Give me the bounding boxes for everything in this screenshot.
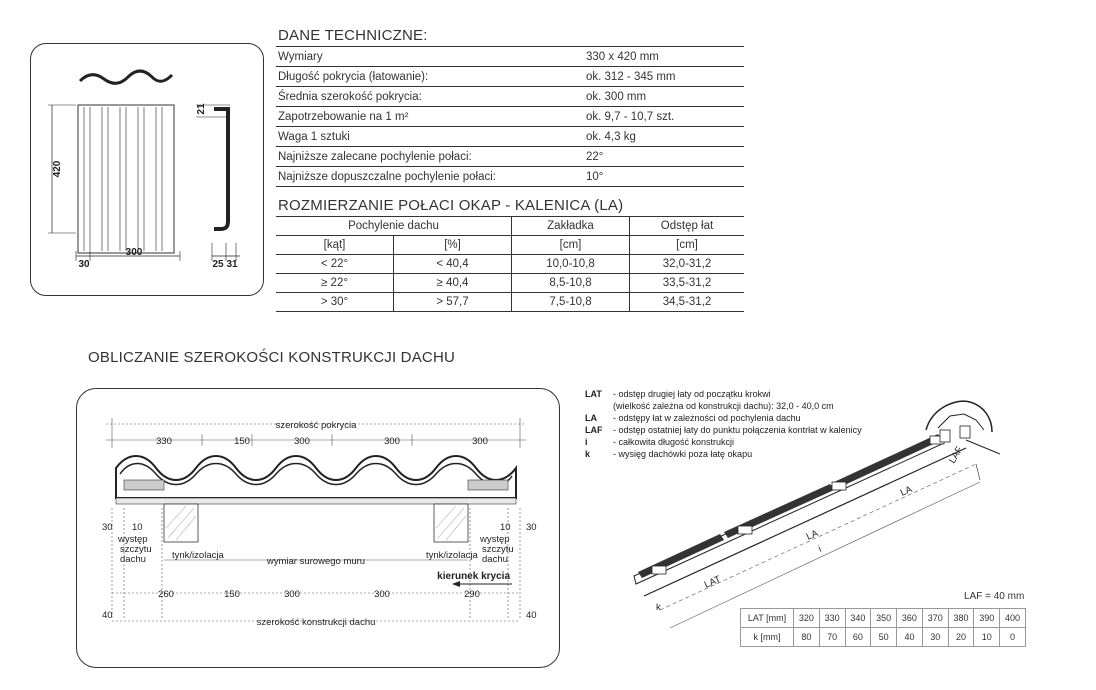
- direction-label: kierunek krycia: [437, 571, 510, 582]
- bottom-dim-4: 300: [374, 589, 390, 600]
- right-10: 10: [500, 522, 511, 533]
- table-row: [276, 127, 744, 147]
- la-unit: [%]: [394, 236, 512, 255]
- bottom-dim-1: 260: [158, 589, 174, 600]
- lat-cell: 340: [845, 609, 871, 628]
- la-cell: ≥ 22°: [276, 274, 394, 293]
- legend-key: i: [585, 437, 588, 447]
- table-row: [276, 87, 744, 107]
- tech-title: DANE TECHNICZNE:: [278, 27, 428, 44]
- legend-text: - całkowita długość konstrukcji: [613, 437, 735, 447]
- table-row: [276, 67, 744, 87]
- bottom-dim-5: 290: [464, 589, 480, 600]
- la-cell: 8,5-10,8: [512, 274, 630, 293]
- la-cell: 7,5-10,8: [512, 293, 630, 312]
- construction-width-label: szerokość konstrukcji dachu: [256, 617, 376, 628]
- left-10: 10: [132, 522, 143, 533]
- la-cell: 33,5-31,2: [630, 274, 745, 293]
- la-header-batten: Odstęp łat: [630, 217, 745, 236]
- roof-label-la1: LA: [804, 527, 820, 543]
- la-cell: 32,0-31,2: [630, 255, 745, 274]
- lat-cell: 330: [819, 609, 845, 628]
- table-row: [276, 147, 744, 167]
- table-row: [276, 255, 744, 274]
- tile-left-offset-label: 30: [78, 259, 90, 270]
- spec-label: Najniższe dopuszczalne pochylenie połaci:: [276, 167, 584, 187]
- spec-label: Wymiary: [276, 47, 584, 67]
- roof-label-lat: LAT: [702, 573, 723, 591]
- la-header-slope: Pochylenie dachu: [276, 217, 512, 236]
- la-cell: > 30°: [276, 293, 394, 312]
- overhang-right-2: szczytu: [482, 544, 514, 555]
- plaster-left-label: tynk/izolacja: [172, 550, 224, 561]
- la-unit: [cm]: [512, 236, 630, 255]
- right-40: 40: [526, 610, 537, 621]
- spec-value: 22°: [584, 147, 744, 167]
- overhang-right-1: występ: [480, 534, 510, 545]
- width-diagram: [76, 388, 558, 666]
- roof-label-laf: LAF: [947, 444, 966, 466]
- legend-text: - wysięg dachówki poza łatę okapu: [613, 449, 753, 459]
- section-title: OBLICZANIE SZEROKOŚCI KONSTRUKCJI DACHU: [88, 349, 456, 366]
- spec-value: 10°: [584, 167, 744, 187]
- top-dim-5: 300: [472, 436, 488, 447]
- left-30: 30: [102, 522, 113, 533]
- top-dim-3: 300: [294, 436, 310, 447]
- legend-key: k: [585, 449, 591, 459]
- wall-label: wymiar surowego muru: [266, 556, 366, 567]
- tile-drawing: [30, 43, 262, 294]
- lat-cell: 30: [922, 628, 948, 647]
- la-table: [276, 216, 744, 312]
- tech-table: [276, 46, 744, 187]
- lat-cell: 380: [948, 609, 974, 628]
- la-unit: [kąt]: [276, 236, 394, 255]
- la-cell: ≥ 40,4: [394, 274, 512, 293]
- tile-height-label: 420: [52, 160, 63, 178]
- lat-cell: 20: [948, 628, 974, 647]
- overhang-right-3: dachu: [482, 554, 508, 565]
- legend-key: LAT: [585, 389, 602, 399]
- bottom-dim-3: 300: [284, 589, 300, 600]
- table-row: [276, 217, 744, 236]
- table-row: [276, 167, 744, 187]
- lat-cell: 390: [974, 609, 1000, 628]
- table-row: [276, 236, 744, 255]
- tile-top-right-label: 21: [196, 103, 207, 115]
- overhang-left-3: dachu: [120, 554, 146, 565]
- lat-cell: 10: [974, 628, 1000, 647]
- legend-key: LA: [585, 413, 597, 423]
- legend-text: (wielkość zależna od konstrukcji dachu): 32,0 - 40,0 cm: [613, 401, 834, 411]
- lat-cell: 350: [871, 609, 897, 628]
- lat-table: [740, 608, 1026, 647]
- spec-label: Średnia szerokość pokrycia:: [276, 87, 584, 107]
- lat-cell: 60: [845, 628, 871, 647]
- table-row: [741, 609, 1026, 628]
- tile-bottom-right-b-label: 31: [226, 259, 238, 270]
- tile-width-label: 300: [125, 247, 143, 258]
- spec-label: Zapotrzebowanie na 1 m²: [276, 107, 584, 127]
- spec-value: 330 x 420 mm: [584, 47, 744, 67]
- table-row: [276, 47, 744, 67]
- lat-cell: 320: [794, 609, 820, 628]
- la-cell: 10,0-10,8: [512, 255, 630, 274]
- la-title: ROZMIERZANIE POŁACI OKAP - KALENICA (LA): [278, 197, 624, 214]
- lat-cell: 40: [897, 628, 923, 647]
- cover-width-label: szerokość pokrycia: [275, 420, 357, 431]
- bottom-dim-2: 150: [224, 589, 240, 600]
- lat-row-label: k [mm]: [741, 628, 794, 647]
- lat-cell: 370: [922, 609, 948, 628]
- spec-label: Długość pokrycia (łatowanie):: [276, 67, 584, 87]
- la-cell: > 57,7: [394, 293, 512, 312]
- la-unit: [cm]: [630, 236, 745, 255]
- spec-value: ok. 9,7 - 10,7 szt.: [584, 107, 744, 127]
- la-header-overlap: Zakładka: [512, 217, 630, 236]
- table-row: [741, 628, 1026, 647]
- la-cell: 34,5-31,2: [630, 293, 745, 312]
- lat-cell: 80: [794, 628, 820, 647]
- spec-value: ok. 312 - 345 mm: [584, 67, 744, 87]
- top-dim-1: 330: [156, 436, 172, 447]
- overhang-left-1: występ: [118, 534, 148, 545]
- spec-label: Waga 1 sztuki: [276, 127, 584, 147]
- tile-bottom-right-a-label: 25: [212, 259, 224, 270]
- legend-text: - odstępy łat w zależności od pochylenia dachu: [613, 413, 801, 423]
- roof-label-i: i: [816, 543, 824, 555]
- legend-text: - odstęp ostatniej łaty do punktu połączenia kontrłat w kalenicy: [613, 425, 862, 435]
- legend-key: LAF: [585, 425, 603, 435]
- roof-label-la2: LA: [898, 483, 914, 499]
- right-30: 30: [526, 522, 537, 533]
- spec-label: Najniższe zalecane pochylenie połaci:: [276, 147, 584, 167]
- lat-cell: 50: [871, 628, 897, 647]
- table-row: [276, 107, 744, 127]
- left-40: 40: [102, 610, 113, 621]
- top-dim-2: 150: [234, 436, 250, 447]
- plaster-right-label: tynk/izolacja: [426, 550, 478, 561]
- table-row: [276, 274, 744, 293]
- lat-row-label: LAT [mm]: [741, 609, 794, 628]
- spec-value: ok. 4,3 kg: [584, 127, 744, 147]
- table-row: [276, 293, 744, 312]
- la-cell: < 22°: [276, 255, 394, 274]
- overhang-left-2: szczytu: [120, 544, 152, 555]
- top-dim-4: 300: [384, 436, 400, 447]
- legend-text: - odstęp drugiej łaty od początku krokwi: [613, 389, 771, 399]
- laf-note: LAF = 40 mm: [964, 591, 1025, 602]
- la-cell: < 40,4: [394, 255, 512, 274]
- lat-cell: 360: [897, 609, 923, 628]
- spec-value: ok. 300 mm: [584, 87, 744, 107]
- lat-cell: 0: [1000, 628, 1026, 647]
- roof-label-k: k: [656, 602, 661, 613]
- lat-cell: 70: [819, 628, 845, 647]
- lat-cell: 400: [1000, 609, 1026, 628]
